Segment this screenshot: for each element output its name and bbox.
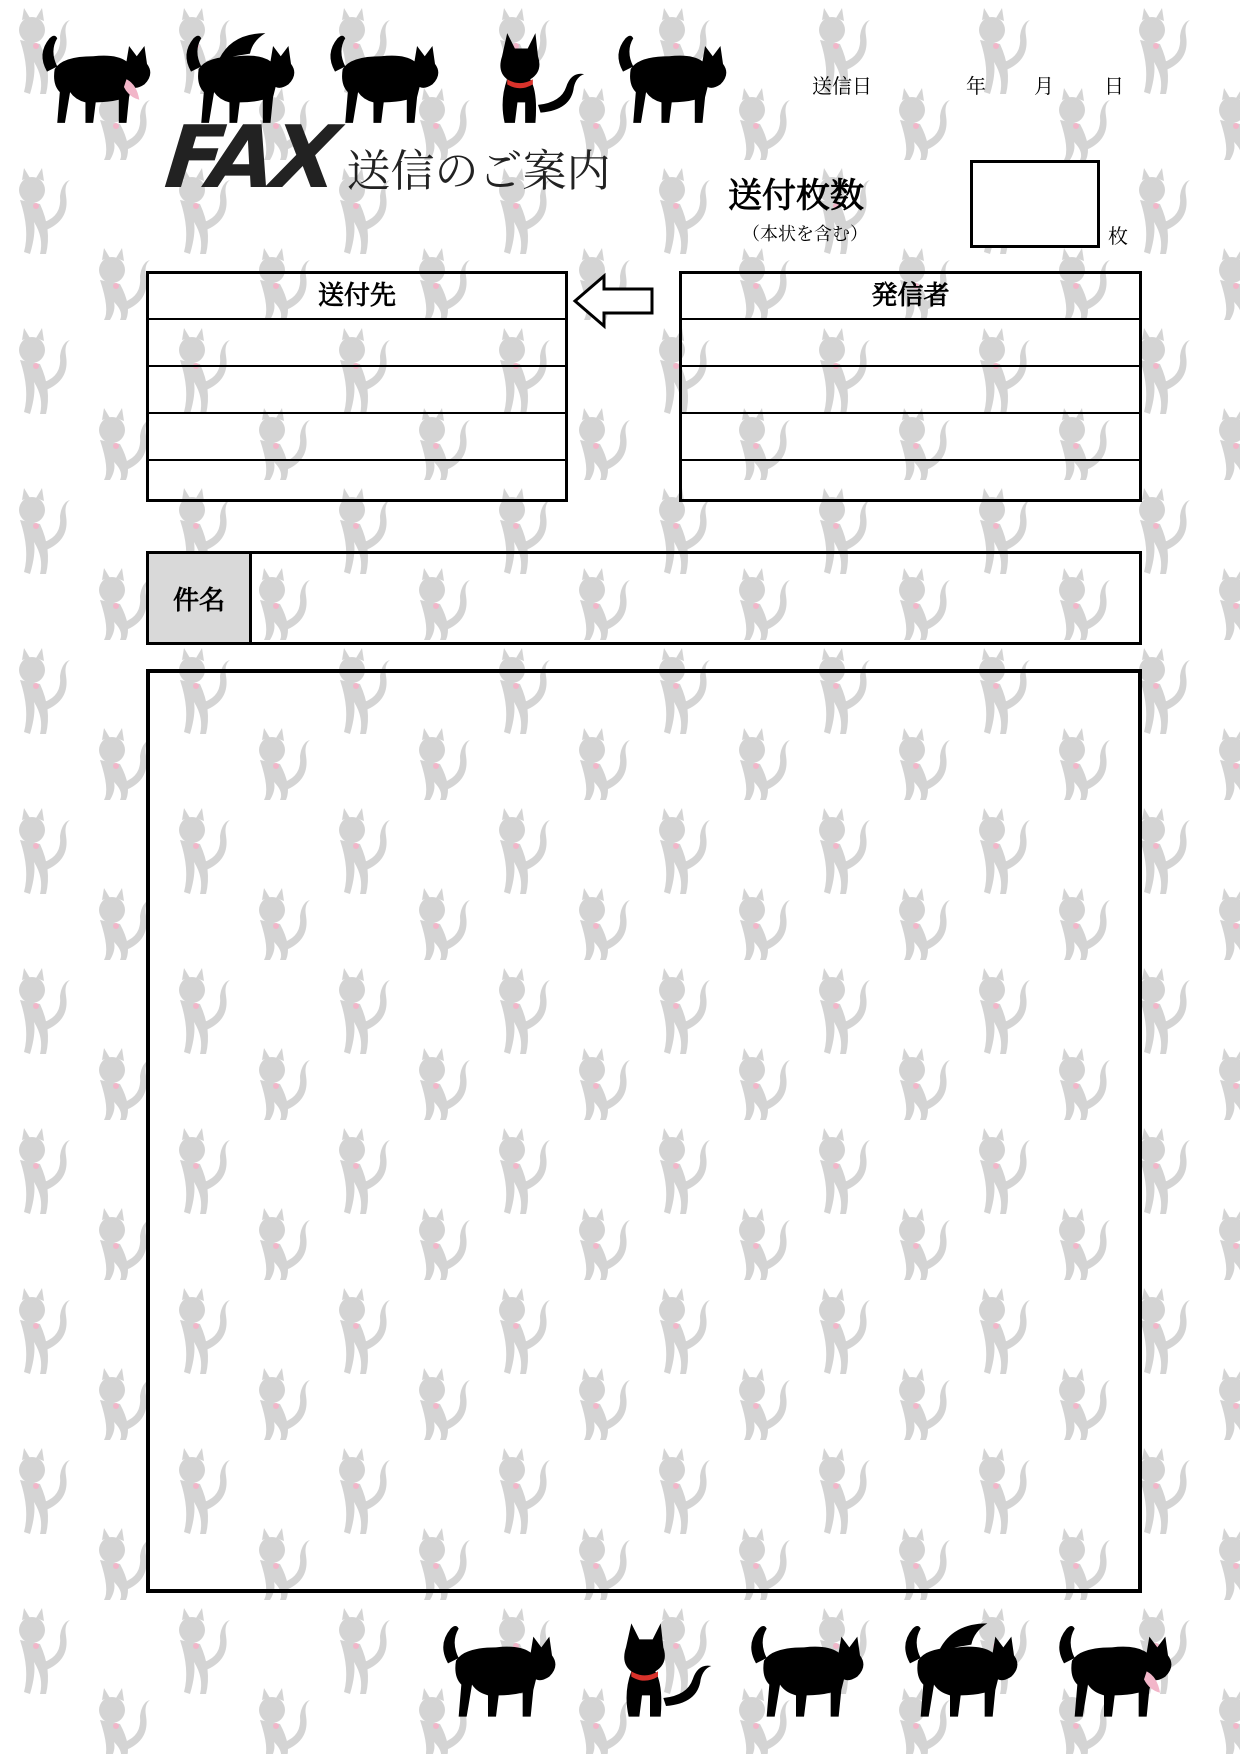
logo-fax-text: FAX <box>160 108 340 208</box>
cat-walking-icon <box>744 1618 872 1722</box>
page-count-field[interactable] <box>970 160 1100 248</box>
date-year-label: 年 <box>966 74 986 98</box>
sender-heading: 発信者 <box>682 274 1139 320</box>
cat-walking-icon <box>612 28 734 128</box>
send-date-label: 送信日 <box>812 74 872 98</box>
sender-line[interactable] <box>682 367 1139 414</box>
sender-line[interactable] <box>682 461 1139 506</box>
cat-walking-icon <box>324 28 446 128</box>
message-body-field[interactable] <box>146 669 1142 1593</box>
recipient-line[interactable] <box>149 367 565 414</box>
subject-label: 件名 <box>149 554 252 642</box>
date-day-label: 日 <box>1104 74 1124 98</box>
cat-walking-icon <box>436 1618 564 1722</box>
page-count-note: （本状を含む） <box>742 224 868 245</box>
cat-walking-pink-collar-icon <box>1052 1618 1180 1722</box>
recipient-box <box>146 271 568 502</box>
page-count-unit: 枚 <box>1108 224 1128 248</box>
page-count-title: 送付枚数 <box>728 176 864 216</box>
subject-field[interactable] <box>252 554 1139 642</box>
recipient-line[interactable] <box>149 320 565 367</box>
cat-sitting-red-collar-icon <box>468 28 590 128</box>
fax-logo <box>160 108 611 208</box>
left-arrow-icon <box>572 272 656 330</box>
subject-row <box>146 551 1142 645</box>
cat-walking-pink-collar-icon <box>36 28 158 128</box>
sender-line[interactable] <box>682 414 1139 461</box>
top-cat-row <box>36 28 756 128</box>
sender-box <box>679 271 1142 502</box>
recipient-line[interactable] <box>149 461 565 506</box>
cat-sitting-red-collar-icon <box>590 1618 718 1722</box>
sender-line[interactable] <box>682 320 1139 367</box>
logo-subtitle: 送信のご案内 <box>346 146 611 197</box>
recipient-heading: 送付先 <box>149 274 565 320</box>
recipient-line[interactable] <box>149 414 565 461</box>
cat-winged-icon <box>898 1618 1026 1722</box>
bottom-cat-row <box>436 1618 1206 1722</box>
date-month-label: 月 <box>1034 74 1054 98</box>
